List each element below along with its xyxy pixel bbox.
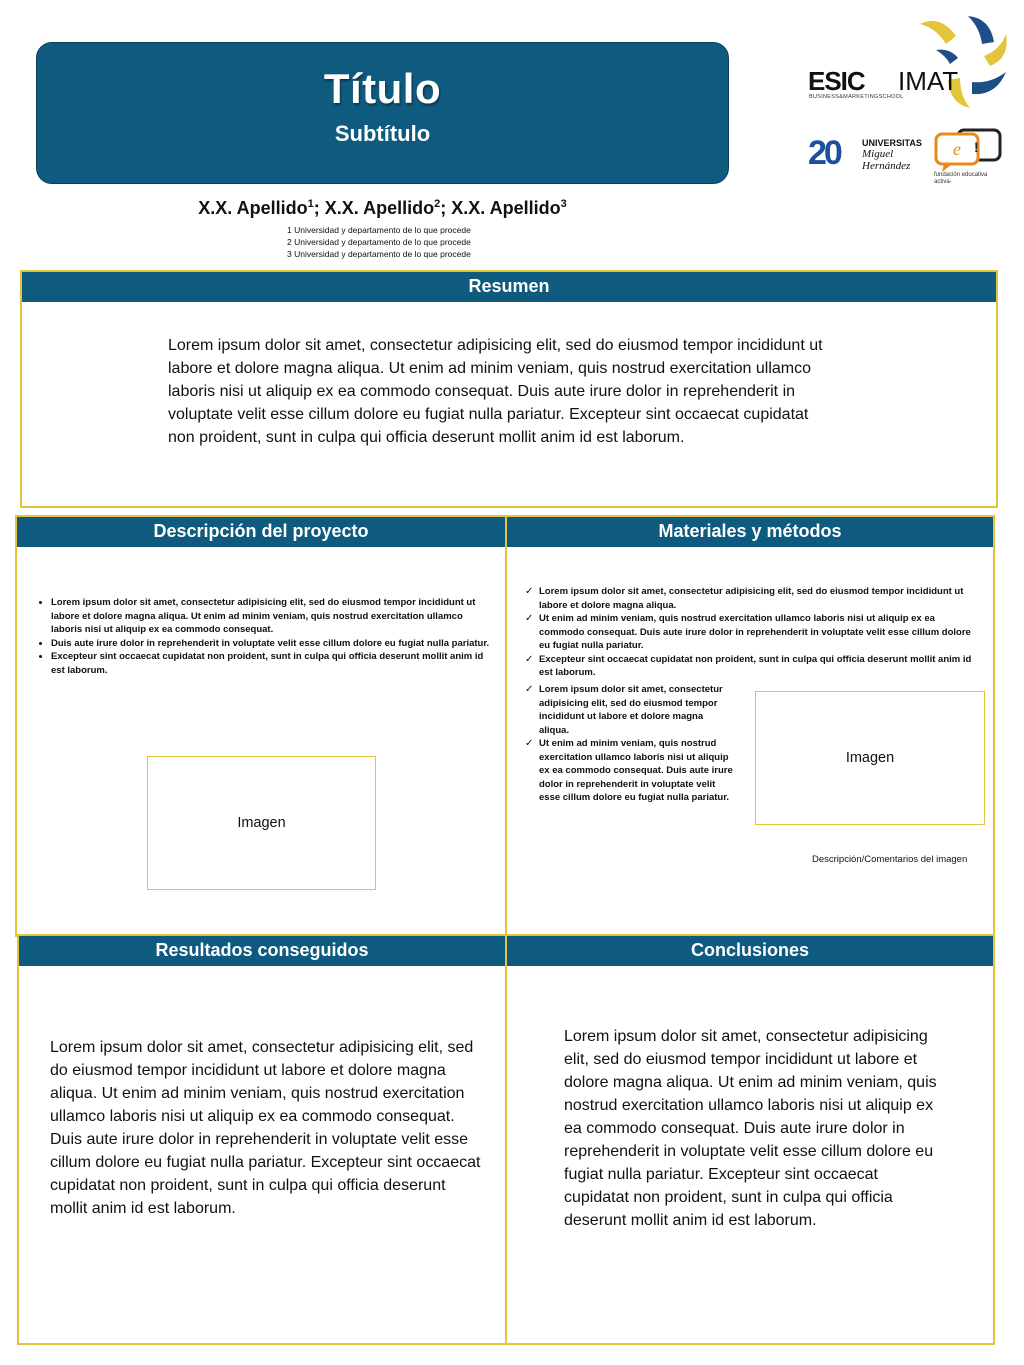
author-name: X.X. Apellido	[451, 198, 561, 218]
check-item: ✓ Lorem ipsum dolor sit amet, consectetur adipisicing elit, sed do eiusmod tempor incididunt ut labore et dolore magna aliqua.	[539, 683, 733, 737]
fundacion-text-line: fundación educativa	[934, 172, 988, 178]
image-placeholder	[147, 756, 376, 890]
check-item: ✓ Excepteur sint occaecat cupidatat non proident, sunt in culpa qui officia deserunt mollit anim id est laborum.	[539, 653, 981, 680]
umh-anniversary-number: 20	[808, 134, 840, 172]
umh-name-line: Hernández	[862, 160, 911, 172]
image-placeholder	[755, 691, 985, 825]
materiales-panel	[505, 515, 995, 937]
fundacion-text-line: activa-	[934, 179, 952, 185]
conclusiones-panel	[505, 934, 995, 1345]
umh-logo	[808, 134, 920, 178]
check-item: ✓ Lorem ipsum dolor sit amet, consectetur adipisicing elit, sed do eiusmod tempor incididunt ut labore et dolore magna aliqua.	[539, 585, 981, 612]
list-item: • Lorem ipsum dolor sit amet, consectetur adipisicing elit, sed do eiusmod tempor incididunt ut labore et dolore magna aliqua. Ut enim ad minim veniam, quis nostrud exercitation ullamco laboris nisi ut aliquip ex ea commodo consequat.	[51, 596, 490, 637]
resumen-panel	[20, 270, 998, 508]
author-sup: 2	[434, 198, 441, 210]
umh-name	[862, 148, 910, 172]
author-sup: 1	[307, 198, 314, 210]
svg-text:e: e	[953, 139, 961, 159]
fundacion-logo	[934, 128, 1004, 190]
affiliation-line: 3 Universidad y departamento de lo que procede	[287, 249, 471, 259]
umh-universitas: UNIVERSITAS	[862, 138, 922, 148]
author-line	[120, 198, 645, 219]
list-item: • Duis aute irure dolor in reprehenderit in voluptate velit esse cillum dolore eu fugiat nulla pariatur.	[51, 637, 490, 651]
conclusiones-header: Conclusiones	[507, 936, 993, 966]
svg-text:!: !	[974, 139, 979, 155]
materiales-checks-top	[523, 585, 981, 680]
affiliations	[287, 224, 471, 260]
affiliation-line: 1 Universidad y departamento de lo que procede	[287, 225, 471, 235]
esic-imat-logo	[806, 14, 1012, 110]
author-sep: ;	[440, 198, 452, 218]
resultados-text: Lorem ipsum dolor sit amet, consectetur adipisicing elit, sed do eiusmod tempor incididunt ut labore et dolore magna aliqua. Ut enim ad minim veniam, quis nostrud exercitation ullamco laboris nisi ut aliquip ex ea commodo consequat. Duis aute irure dolor in reprehenderit in voluptate velit esse cillum dolore eu fugiat nulla pariatur. Excepteur sint occaecat cupidatat non proident, sunt in culpa qui officia deserunt mollit anim id est laborum.	[50, 1039, 481, 1217]
materiales-header: Materiales y métodos	[507, 517, 993, 547]
poster-title: Título	[323, 65, 442, 112]
image-label: Imagen	[237, 815, 286, 831]
author-name: X.X. Apellido	[324, 198, 435, 218]
list-item: • Excepteur sint occaecat cupidatat non proident, sunt in culpa qui officia deserunt mollit anim id est laborum.	[51, 650, 490, 677]
materiales-checks-side	[523, 683, 733, 805]
descripcion-panel	[15, 515, 507, 937]
author-sup: 3	[560, 198, 567, 210]
descripcion-header: Descripción del proyecto	[17, 517, 505, 547]
check-item: ✓ Ut enim ad minim veniam, quis nostrud exercitation ullamco laboris nisi ut aliquip ex ea commodo consequat. Duis aute irure dolor in reprehenderit in voluptate velit esse cillum dolore eu fugiat nulla pariatur.	[539, 737, 733, 805]
poster-subtitle: Subtítulo	[334, 121, 431, 146]
image-caption: Descripción/Comentarios del imagen	[812, 854, 968, 865]
resumen-header: Resumen	[22, 272, 996, 302]
esic-wordmark: ESIC	[808, 66, 865, 96]
image-label: Imagen	[845, 750, 895, 766]
fundacion-text	[934, 172, 1004, 186]
umh-name-line: Miguel	[862, 148, 894, 160]
resumen-text: Lorem ipsum dolor sit amet, consectetur adipisicing elit, sed do eiusmod tempor incididunt ut labore et dolore magna aliqua. Ut enim ad minim veniam, quis nostrud exercitation ullamco laboris nisi ut aliquip ex ea commodo consequat. Duis aute irure dolor in reprehenderit in voluptate velit esse cillum dolore eu fugiat nulla pariatur. Excepteur sint occaecat cupidatat non proident, sunt in culpa qui officia deserunt mollit anim id est laborum.	[168, 337, 823, 446]
esic-tagline: BUSINESS&MARKETINGSCHOOL	[809, 94, 904, 100]
imat-wordmark: IMAT	[898, 66, 959, 96]
affiliation-line: 2 Universidad y departamento de lo que procede	[287, 237, 471, 247]
resultados-header: Resultados conseguidos	[19, 936, 505, 966]
conclusiones-text: Lorem ipsum dolor sit amet, consectetur adipisicing elit, sed do eiusmod tempor incididunt ut labore et dolore magna aliqua. Ut enim ad minim veniam, quis nostrud exercitation ullamco laboris nisi ut aliquip ex ea commodo consequat. Duis aute irure dolor in reprehenderit in voluptate velit esse cillum dolore eu fugiat nulla pariatur. Excepteur sint occaecat cupidatat non proident, sunt in culpa qui officia deserunt mollit anim id est laborum.	[564, 1028, 937, 1229]
resultados-panel	[17, 934, 507, 1345]
author-sep: ;	[313, 198, 325, 218]
descripcion-bullets	[35, 596, 490, 677]
speech-bubbles-icon	[934, 128, 1004, 172]
author-name: X.X. Apellido	[198, 198, 308, 218]
title-banner	[36, 42, 729, 184]
check-item: ✓ Ut enim ad minim veniam, quis nostrud exercitation ullamco laboris nisi ut aliquip ex ea commodo consequat. Duis aute irure dolor in reprehenderit in voluptate velit esse cillum dolore eu fugiat nulla pariatur.	[539, 612, 981, 653]
